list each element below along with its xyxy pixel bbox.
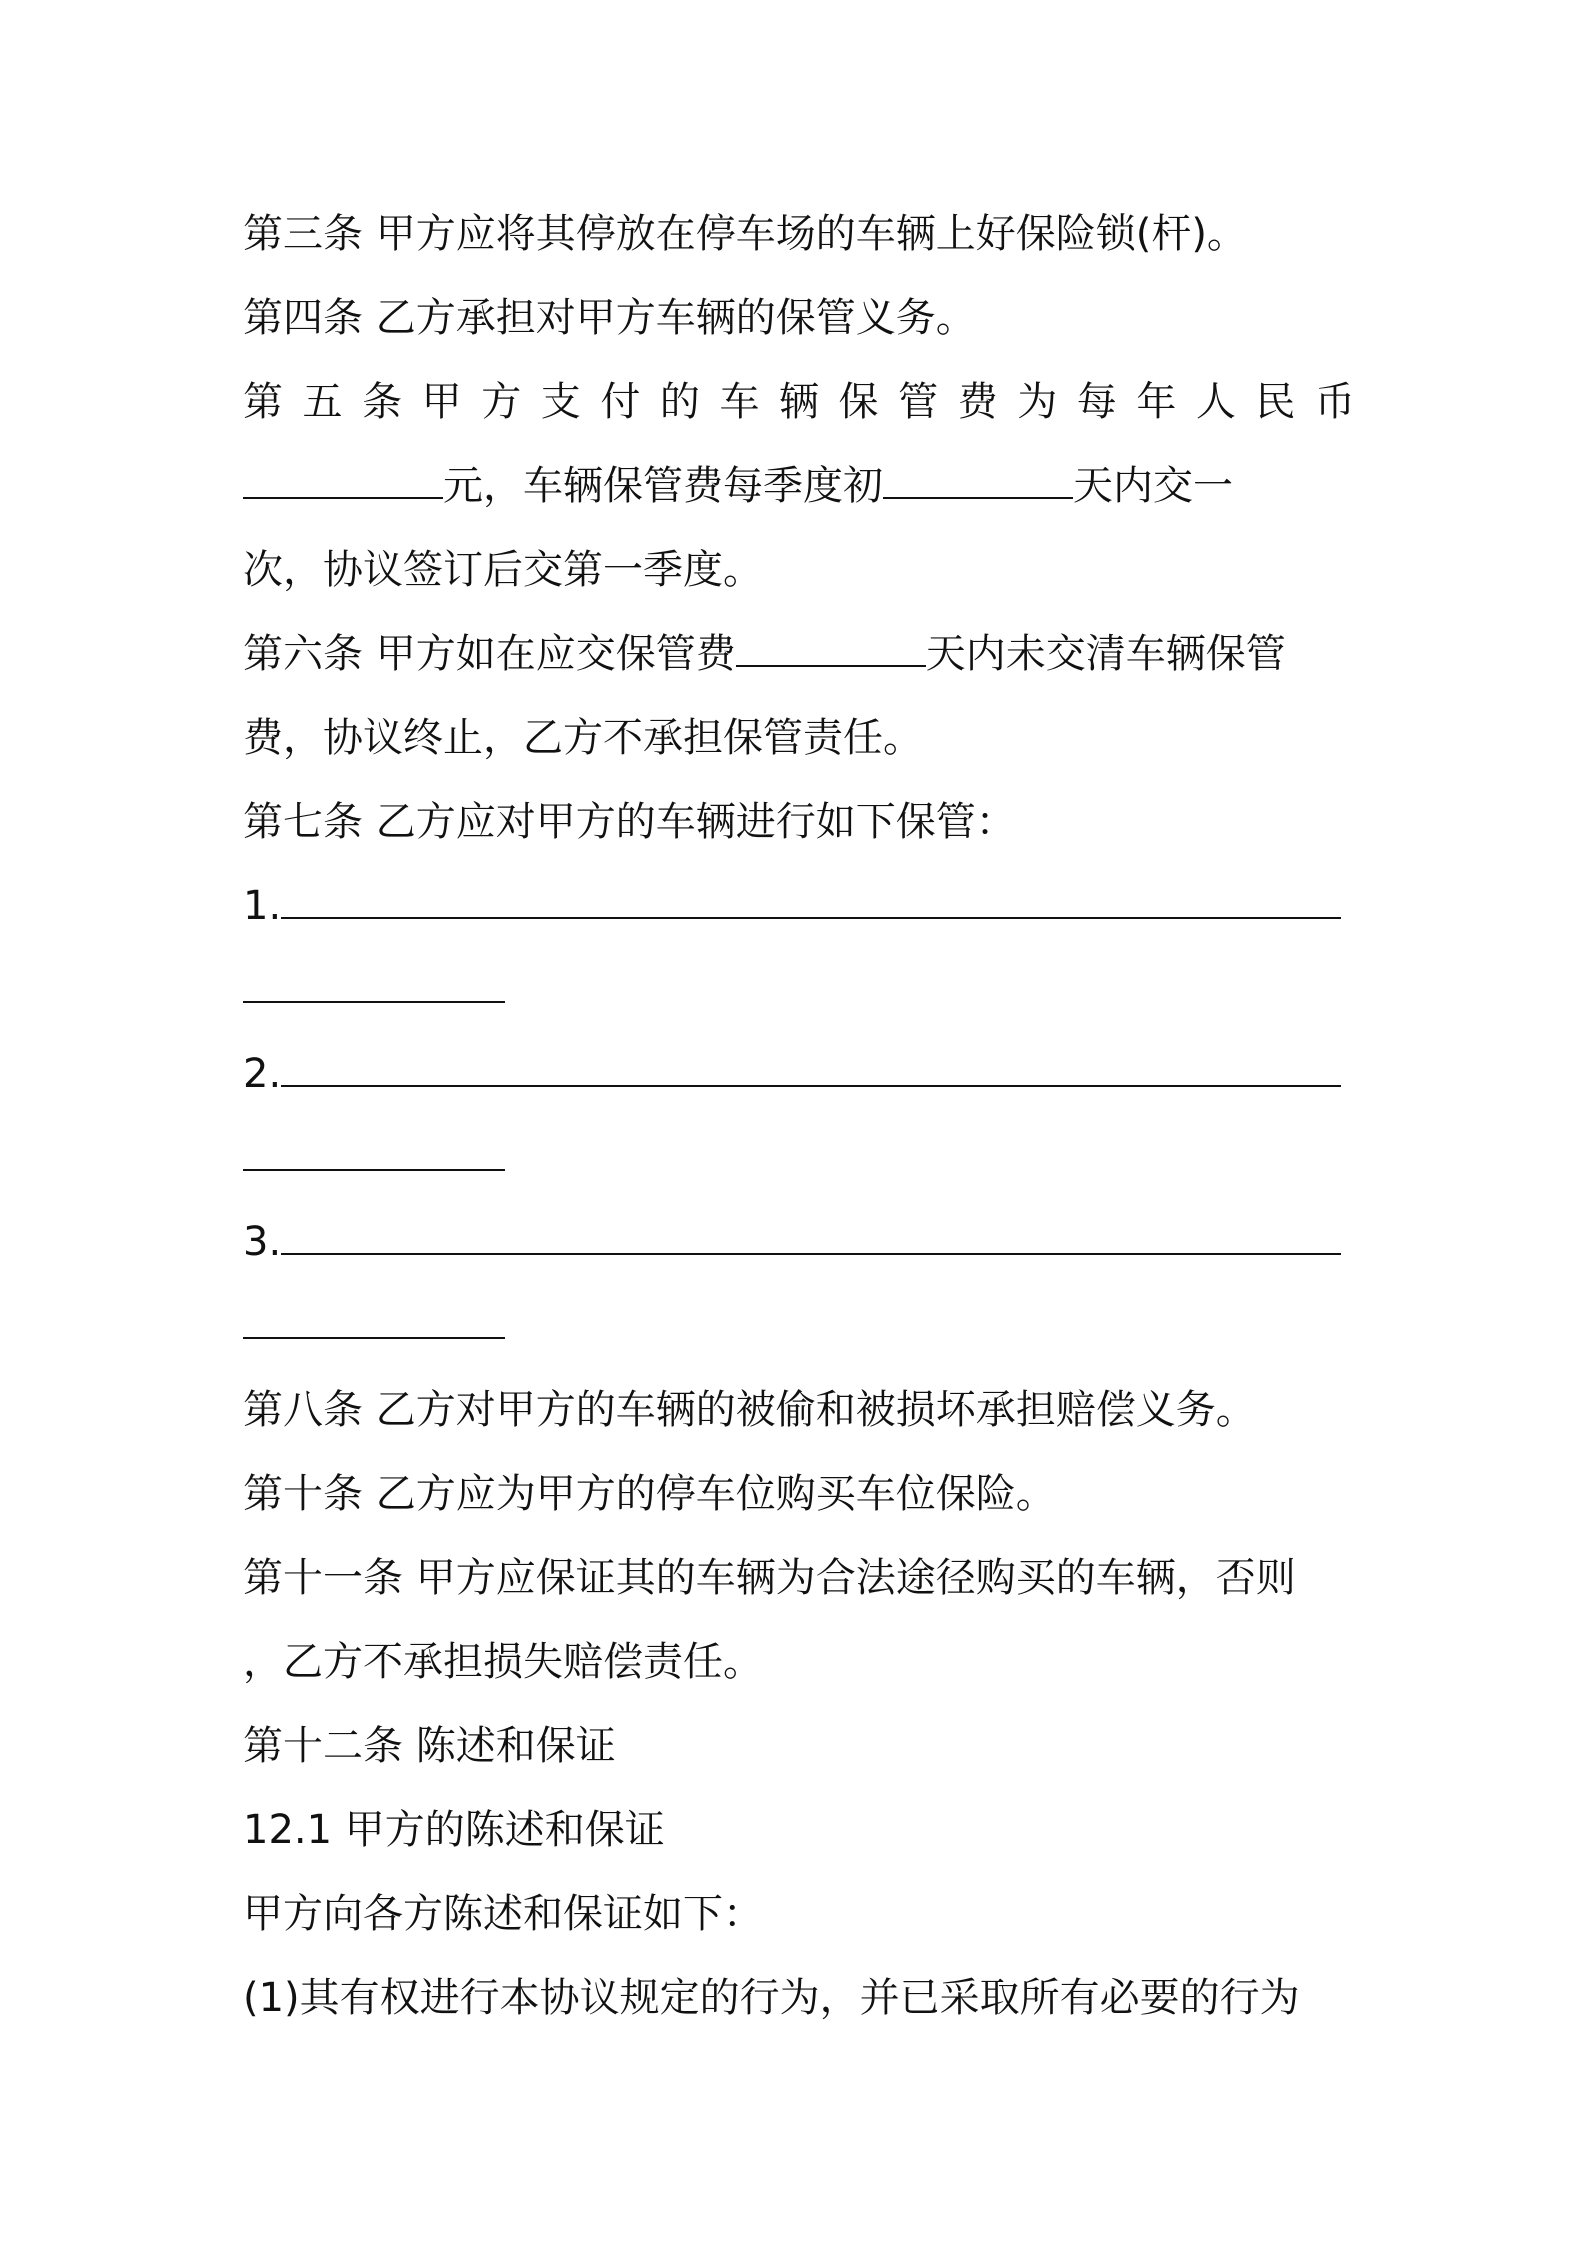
article-5-line-1: 第 五 条 甲 方 支 付 的 车 辆 保 管 费 为 每 年 人 民 币	[243, 379, 1355, 425]
item-1-number: 1.	[243, 883, 282, 929]
item-2-line-2	[243, 1116, 1355, 1200]
item-2-number: 2.	[243, 1051, 282, 1097]
document-page	[243, 192, 1355, 2040]
item-2-line-1	[243, 1032, 1355, 1116]
article-5-text-a: 元，车辆保管费每季度初	[443, 463, 883, 509]
item-1-blank	[281, 887, 1341, 919]
article-5-text-b: 天内交一	[1073, 463, 1233, 509]
article-6-line-2: 费，协议终止，乙方不承担保管责任。	[243, 715, 923, 761]
article-6-text-a: 第六条 甲方如在应交保管费	[243, 631, 736, 677]
item-3-line-2	[243, 1284, 1355, 1368]
article-6-line-1	[243, 612, 1355, 696]
item-3-line-1	[243, 1200, 1355, 1284]
item-3-number: 3.	[243, 1219, 282, 1265]
item-3-blank	[281, 1223, 1341, 1255]
article-12-intro: 甲方向各方陈述和保证如下：	[243, 1891, 763, 1937]
article-7: 第七条 乙方应对甲方的车辆进行如下保管：	[243, 799, 1016, 845]
article-10: 第十条 乙方应为甲方的停车位购买车位保险。	[243, 1471, 1056, 1517]
article-12-heading: 第十二条 陈述和保证	[243, 1723, 616, 1769]
article-5-line-3: 次，协议签订后交第一季度。	[243, 547, 763, 593]
item-1-line-1	[243, 864, 1355, 948]
article-11-line-1: 第十一条 甲方应保证其的车辆为合法途径购买的车辆，否则	[243, 1555, 1296, 1601]
article-12-item-1: (1)其有权进行本协议规定的行为，并已采取所有必要的行为	[243, 1975, 1300, 2021]
overdue-days-blank	[736, 635, 926, 667]
item-3-blank-tail	[243, 1307, 505, 1339]
item-2-blank-tail	[243, 1139, 505, 1171]
item-1-line-2	[243, 948, 1355, 1032]
article-4: 第四条 乙方承担对甲方车辆的保管义务。	[243, 295, 976, 341]
payment-days-blank	[883, 467, 1073, 499]
fee-amount-blank	[243, 467, 443, 499]
article-8: 第八条 乙方对甲方的车辆的被偷和被损坏承担赔偿义务。	[243, 1387, 1256, 1433]
section-12-1-heading: 12.1 甲方的陈述和保证	[243, 1807, 665, 1853]
article-5-line-2	[243, 444, 1355, 528]
article-6-text-b: 天内未交清车辆保管	[925, 631, 1286, 677]
article-3: 第三条 甲方应将其停放在停车场的车辆上好保险锁(杆)。	[243, 211, 1247, 257]
item-1-blank-tail	[243, 971, 505, 1003]
article-11-line-2: ，乙方不承担损失赔偿责任。	[243, 1639, 763, 1685]
item-2-blank	[281, 1055, 1341, 1087]
